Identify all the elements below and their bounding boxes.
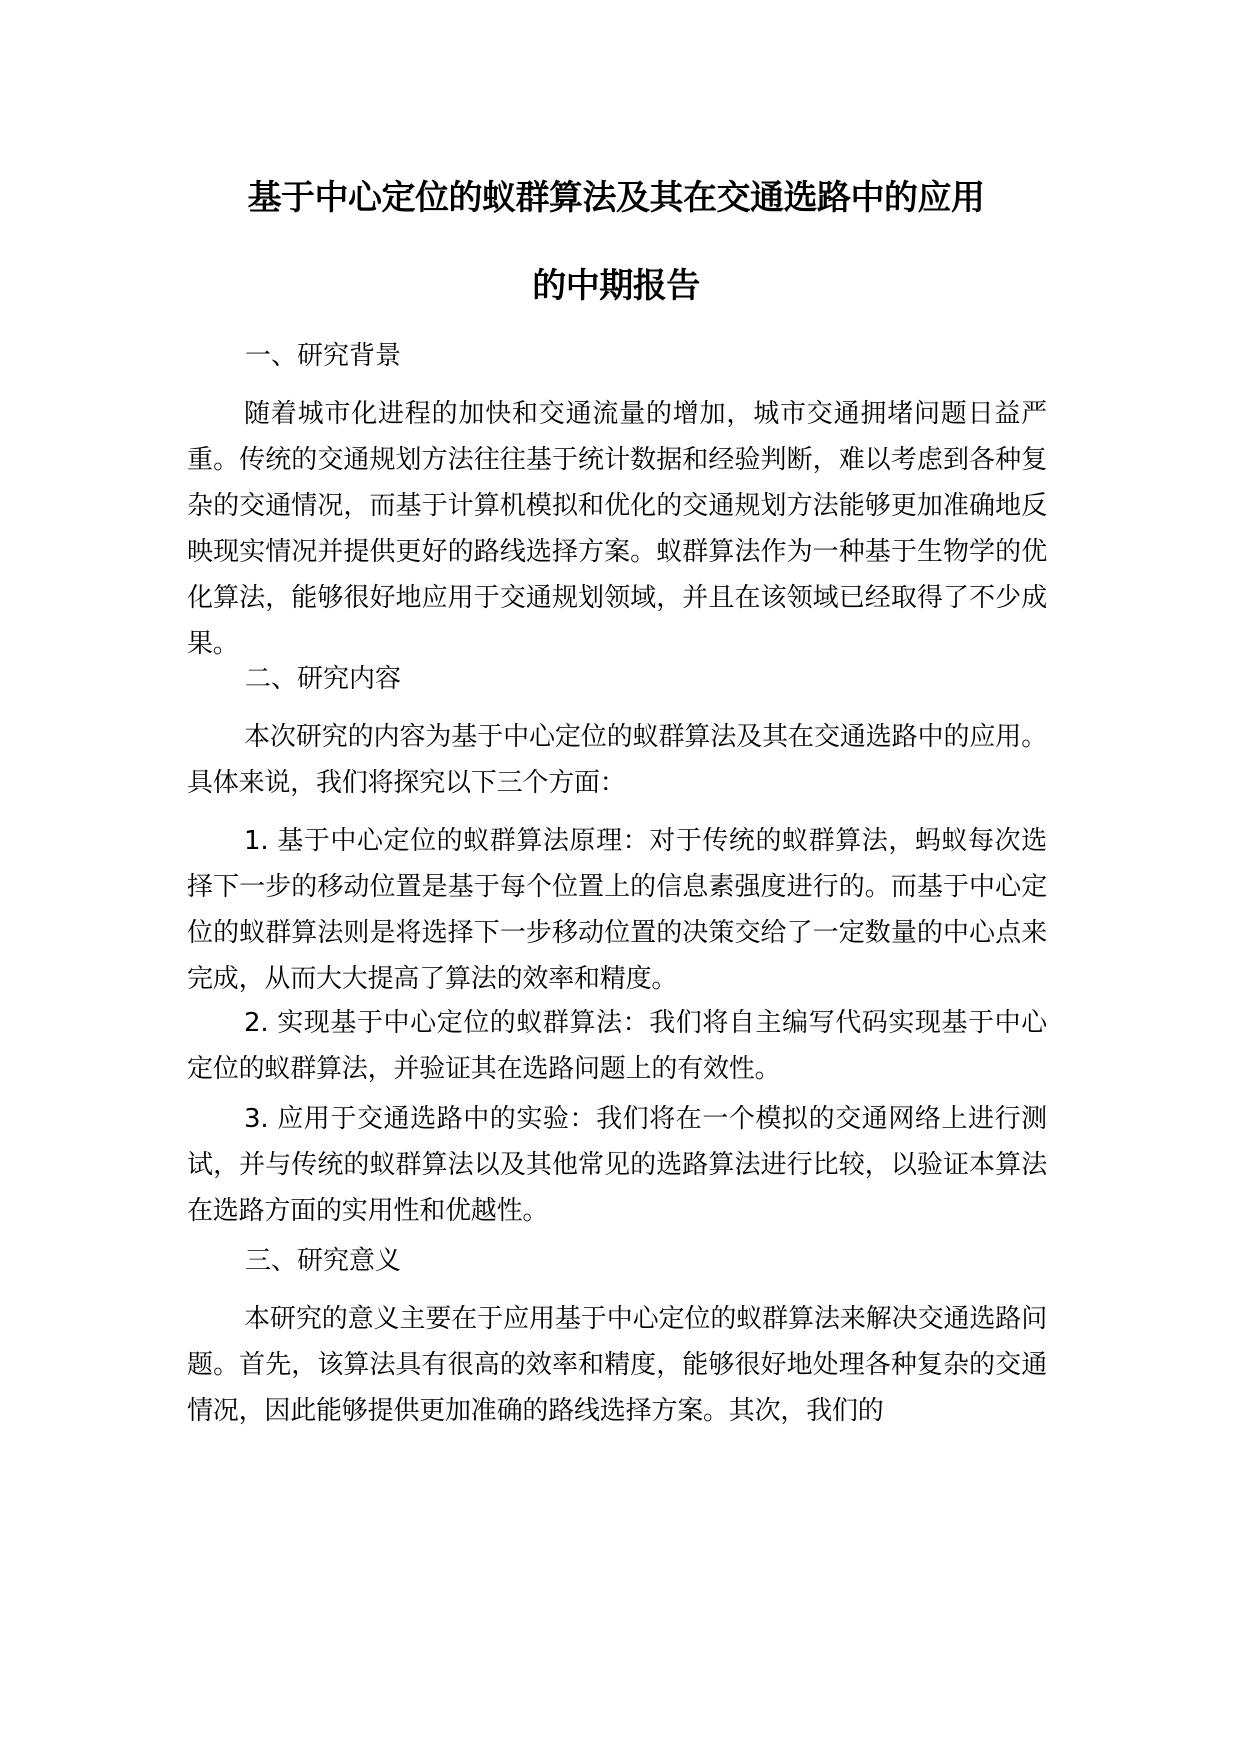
- section-heading-background: 一、研究背景: [245, 341, 402, 371]
- document-title-line-2: 的中期报告: [532, 266, 700, 306]
- list-item-text: 2. 实现基于中心定位的蚁群算法：我们将自主编写代码实现基于中心定位的蚁群算法，并验证其在选路问题上的有效性。: [187, 1008, 1047, 1084]
- section-paragraph-content-intro: [187, 714, 1047, 806]
- paragraph-text: 本次研究的内容为基于中心定位的蚁群算法及其在交通选路中的应用。具体来说，我们将探究以下三个方面：: [187, 722, 1047, 798]
- list-item-1: [187, 818, 1047, 1002]
- section-heading-significance: 三、研究意义: [245, 1246, 402, 1276]
- list-item-3: [187, 1096, 1047, 1234]
- list-item-text: 1. 基于中心定位的蚁群算法原理：对于传统的蚁群算法，蚂蚁每次选择下一步的移动位置是基于每个位置上的信息素强度进行的。而基于中心定位的蚁群算法则是将选择下一步移动位置的决策交给了一定数量的中心点来完成，从而大大提高了算法的效率和精度。: [187, 826, 1047, 994]
- section-heading-content: 二、研究内容: [245, 664, 402, 694]
- list-item-2: [187, 1000, 1047, 1092]
- paragraph-text: 本研究的意义主要在于应用基于中心定位的蚁群算法来解决交通选路问题。首先，该算法具有很高的效率和精度，能够很好地处理各种复杂的交通情况，因此能够提供更加准确的路线选择方案。其次，我们的: [187, 1304, 1047, 1426]
- section-paragraph-background: [187, 391, 1047, 667]
- section-paragraph-significance: [187, 1296, 1047, 1434]
- paragraph-text: 随着城市化进程的加快和交通流量的增加，城市交通拥堵问题日益严重。传统的交通规划方法往往基于统计数据和经验判断，难以考虑到各种复杂的交通情况，而基于计算机模拟和优化的交通规划方法能够更加准确地反映现实情况并提供更好的路线选择方案。蚁群算法作为一种基于生物学的优化算法，能够很好地应用于交通规划领域，并且在该领域已经取得了不少成果。: [187, 399, 1047, 659]
- document-title-line-1: 基于中心定位的蚁群算法及其在交通选路中的应用: [247, 178, 985, 218]
- list-item-text: 3. 应用于交通选路中的实验：我们将在一个模拟的交通网络上进行测试，并与传统的蚁群算法以及其他常见的选路算法进行比较，以验证本算法在选路方面的实用性和优越性。: [187, 1104, 1047, 1226]
